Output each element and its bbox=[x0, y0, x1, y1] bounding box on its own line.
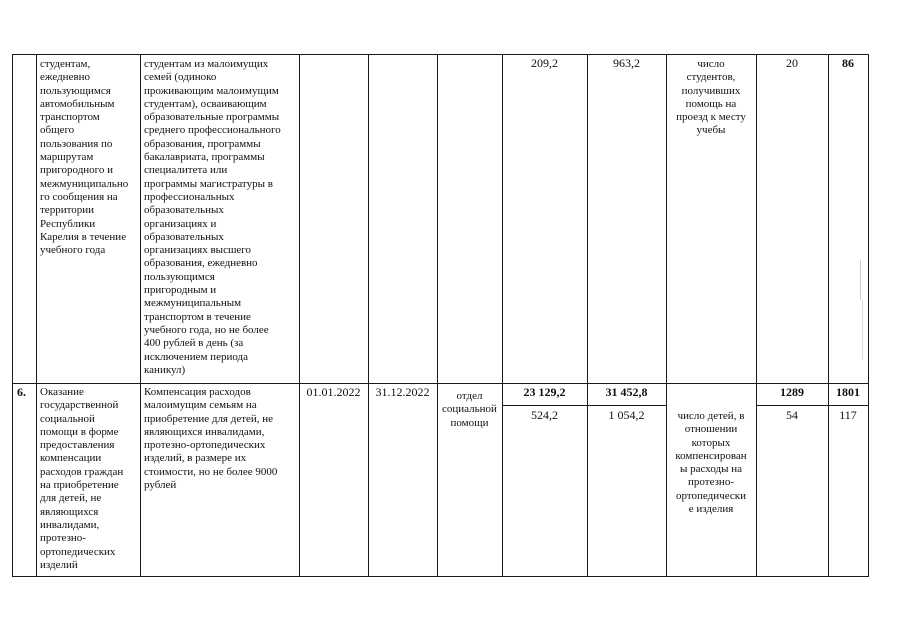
col-line bbox=[828, 54, 829, 577]
cell-name-prev: студентам, ежедневно пользующимся автомобильным транспортом общего пользования по маршрутам пригородного и межмуниципально го сообщения на территории Республики Карелия в течение учебного года bbox=[40, 58, 129, 257]
row-number: 6. bbox=[17, 385, 26, 399]
cell-value2-prev: 86 bbox=[842, 56, 854, 70]
cell-amount2-row6: 1 054,2 bbox=[608, 408, 645, 422]
cell-total1: 23 129,2 bbox=[523, 385, 566, 399]
col-line bbox=[587, 54, 588, 577]
cell-desc-prev: студентам из малоимущих семей (одиноко проживающим малоимущим студентам), осваивающим образовательные программы среднего профессионального образования, программы бакалавриата, программы специалитета или программы магистратуры в профессиональных образовательных организациях и образовательных организациях высшего образования, ежедневно пользующимся пригородным и межмуниципальным транспортом в течение учебного года, но не более 400 рублей в день (за исключением периода каникул) bbox=[144, 58, 281, 376]
cell-total2: 31 452,8 bbox=[605, 385, 648, 399]
cell-amount1-prev: 209,2 bbox=[531, 56, 558, 70]
col-line bbox=[437, 54, 438, 577]
col-line bbox=[299, 54, 300, 577]
cell-desc-row6: Компенсация расходов малоимущим семьям на приобретение для детей, не являющихся инвалидами, протезно-ортопедических изделий, в размере их стоимости, но не более 9000 рублей bbox=[144, 386, 278, 492]
cell-value2-row6: 117 bbox=[839, 408, 857, 422]
col-line bbox=[868, 54, 869, 577]
col-line bbox=[502, 54, 503, 577]
cell-total-value1: 1289 bbox=[780, 385, 804, 399]
subrow-divider-amounts bbox=[502, 405, 666, 406]
cell-date-start: 01.01.2022 bbox=[306, 385, 361, 399]
subrow-divider-values bbox=[756, 405, 868, 406]
col-line bbox=[12, 54, 13, 577]
cell-value1-prev: 20 bbox=[786, 56, 798, 70]
cell-value1-row6: 54 bbox=[786, 408, 798, 422]
scan-noise bbox=[862, 300, 863, 360]
cell-total-value2: 1801 bbox=[836, 385, 860, 399]
cell-indicator-prev: число студентов, получивших помощь на проезд к месту учебы bbox=[676, 58, 746, 137]
cell-date-end: 31.12.2022 bbox=[375, 385, 430, 399]
col-line bbox=[756, 54, 757, 577]
col-line bbox=[140, 54, 141, 577]
col-line bbox=[368, 54, 369, 577]
cell-indicator-row6: число детей, в отношении которых компенсирован ы расходы на протезно- ортопедически е изделия bbox=[675, 410, 747, 516]
cell-executor: отдел социальной помощи bbox=[442, 390, 497, 429]
scan-noise bbox=[860, 260, 861, 300]
cell-name-row6: Оказание государственной социальной помощи в форме предоставления компенсации расходов граждан на приобретение для детей, не являющихся инвалидами, протезно- ортопедических изделий bbox=[40, 386, 124, 571]
cell-amount1-row6: 524,2 bbox=[531, 408, 558, 422]
col-line bbox=[36, 54, 37, 577]
cell-amount2-prev: 963,2 bbox=[613, 56, 640, 70]
